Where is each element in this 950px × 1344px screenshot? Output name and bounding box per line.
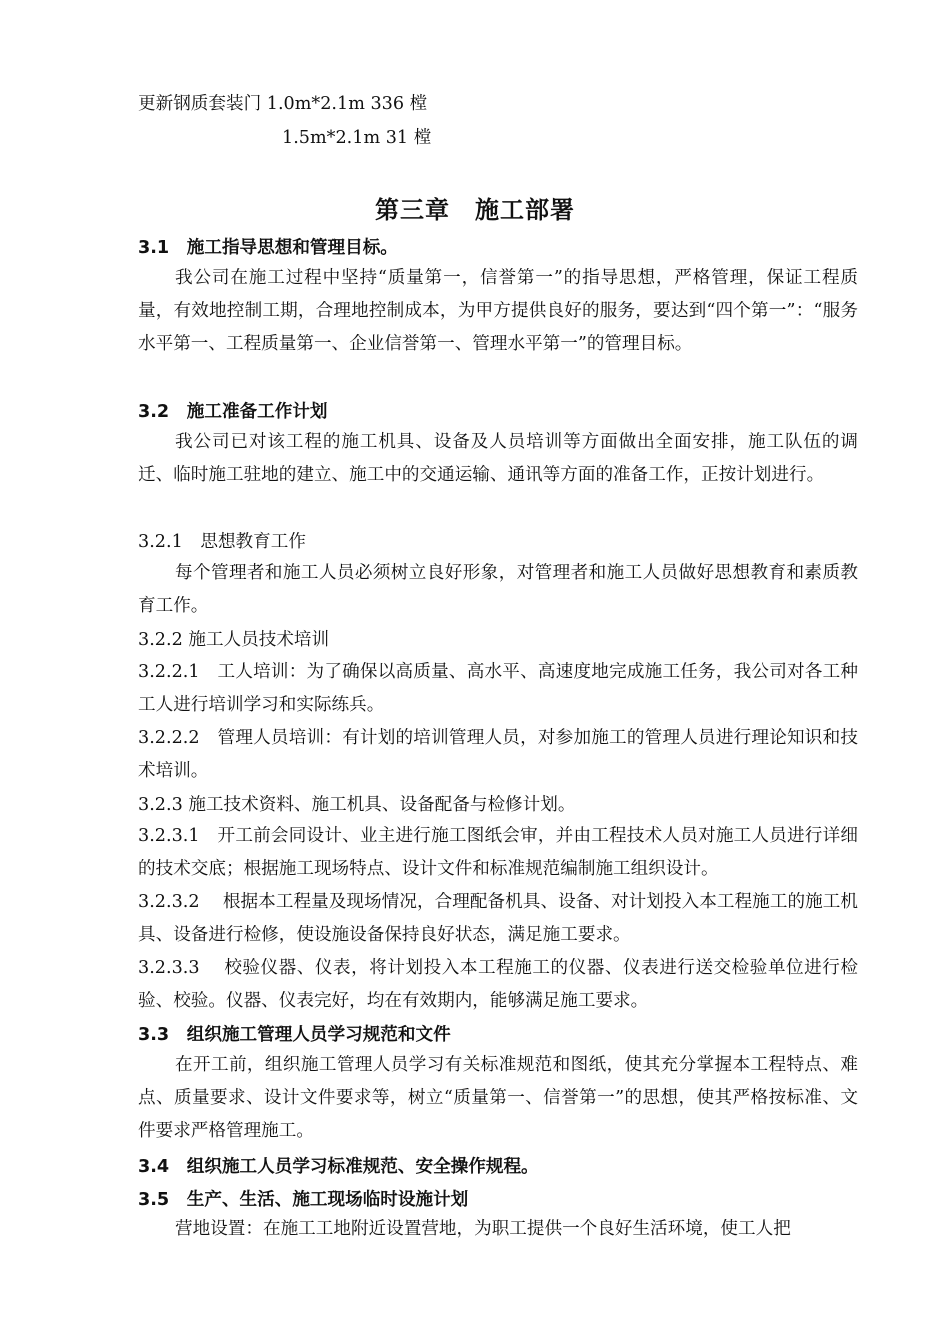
section-3-2-body: 我公司已对该工程的施工机具、设备及人员培训等方面做出全面安排，施工队伍的调迁、临时施工驻地的建立、施工中的交通运输、通讯等方面的准备工作，正按计划进行。 [138, 432, 858, 485]
door-spec-line-2: 1.5m*2.1m 31 樘 [282, 128, 432, 148]
section-3-2-2-heading: 3.2.2 施工人员技术培训 [138, 630, 330, 650]
section-3-2-1-heading: 3.2.1 思想教育工作 [138, 532, 306, 552]
section-3-1-body: 我公司在施工过程中坚持“质量第一，信誉第一”的指导思想，严格管理，保证工程质量，有效地控制工期，合理地控制成本，为甲方提供良好的服务，要达到“四个第一”：“服务水平第一、工程质量第一、企业信誉第一、管理水平第一”的管理目标。 [138, 268, 858, 354]
section-3-5-heading: 3.5 生产、生活、施工现场临时设施计划 [138, 1190, 469, 1210]
door-spec-line-1: 更新钢质套装门 1.0m*2.1m 336 樘 [138, 94, 428, 114]
section-3-2-2-2: 3.2.2.2 管理人员培训：有计划的培训管理人员，对参加施工的管理人员进行理论知识和技术培训。 [138, 728, 858, 781]
section-3-3-heading: 3.3 组织施工管理人员学习规范和文件 [138, 1025, 451, 1045]
section-3-2-2-1: 3.2.2.1 工人培训：为了确保以高质量、高水平、高速度地完成施工任务，我公司对各工种工人进行培训学习和实际练兵。 [138, 662, 858, 715]
section-3-2-3-3: 3.2.3.3 校验仪器、仪表，将计划投入本工程施工的仪器、仪表进行送交检验单位进行检验、校验。仪器、仪表完好，均在有效期内，能够满足施工要求。 [138, 958, 858, 1011]
section-3-4-heading: 3.4 组织施工人员学习标准规范、安全操作规程。 [138, 1157, 539, 1177]
section-3-2-3-2: 3.2.3.2 根据本工程量及现场情况，合理配备机具、设备、对计划投入本工程施工的施工机具、设备进行检修，使设施设备保持良好状态，满足施工要求。 [138, 892, 858, 945]
section-3-3-body: 在开工前，组织施工管理人员学习有关标准规范和图纸，使其充分掌握本工程特点、难点、质量要求、设计文件要求等，树立“质量第一、信誉第一”的思想，使其严格按标准、文件要求严格管理施工。 [138, 1055, 858, 1141]
section-3-1-heading: 3.1 施工指导思想和管理目标。 [138, 238, 398, 258]
section-3-2-3-heading: 3.2.3 施工技术资料、施工机具、设备配备与检修计划。 [138, 795, 576, 815]
section-3-2-1-body: 每个管理者和施工人员必须树立良好形象，对管理者和施工人员做好思想教育和素质教育工作。 [138, 563, 858, 616]
chapter-title: 第三章 施工部署 [375, 196, 575, 224]
section-3-5-body: 营地设置：在施工工地附近设置营地，为职工提供一个良好生活环境，使工人把 [175, 1219, 791, 1239]
section-3-2-heading: 3.2 施工准备工作计划 [138, 402, 328, 422]
section-3-2-3-1: 3.2.3.1 开工前会同设计、业主进行施工图纸会审，并由工程技术人员对施工人员进行详细的技术交底；根据施工现场特点、设计文件和标准规范编制施工组织设计。 [138, 826, 858, 879]
